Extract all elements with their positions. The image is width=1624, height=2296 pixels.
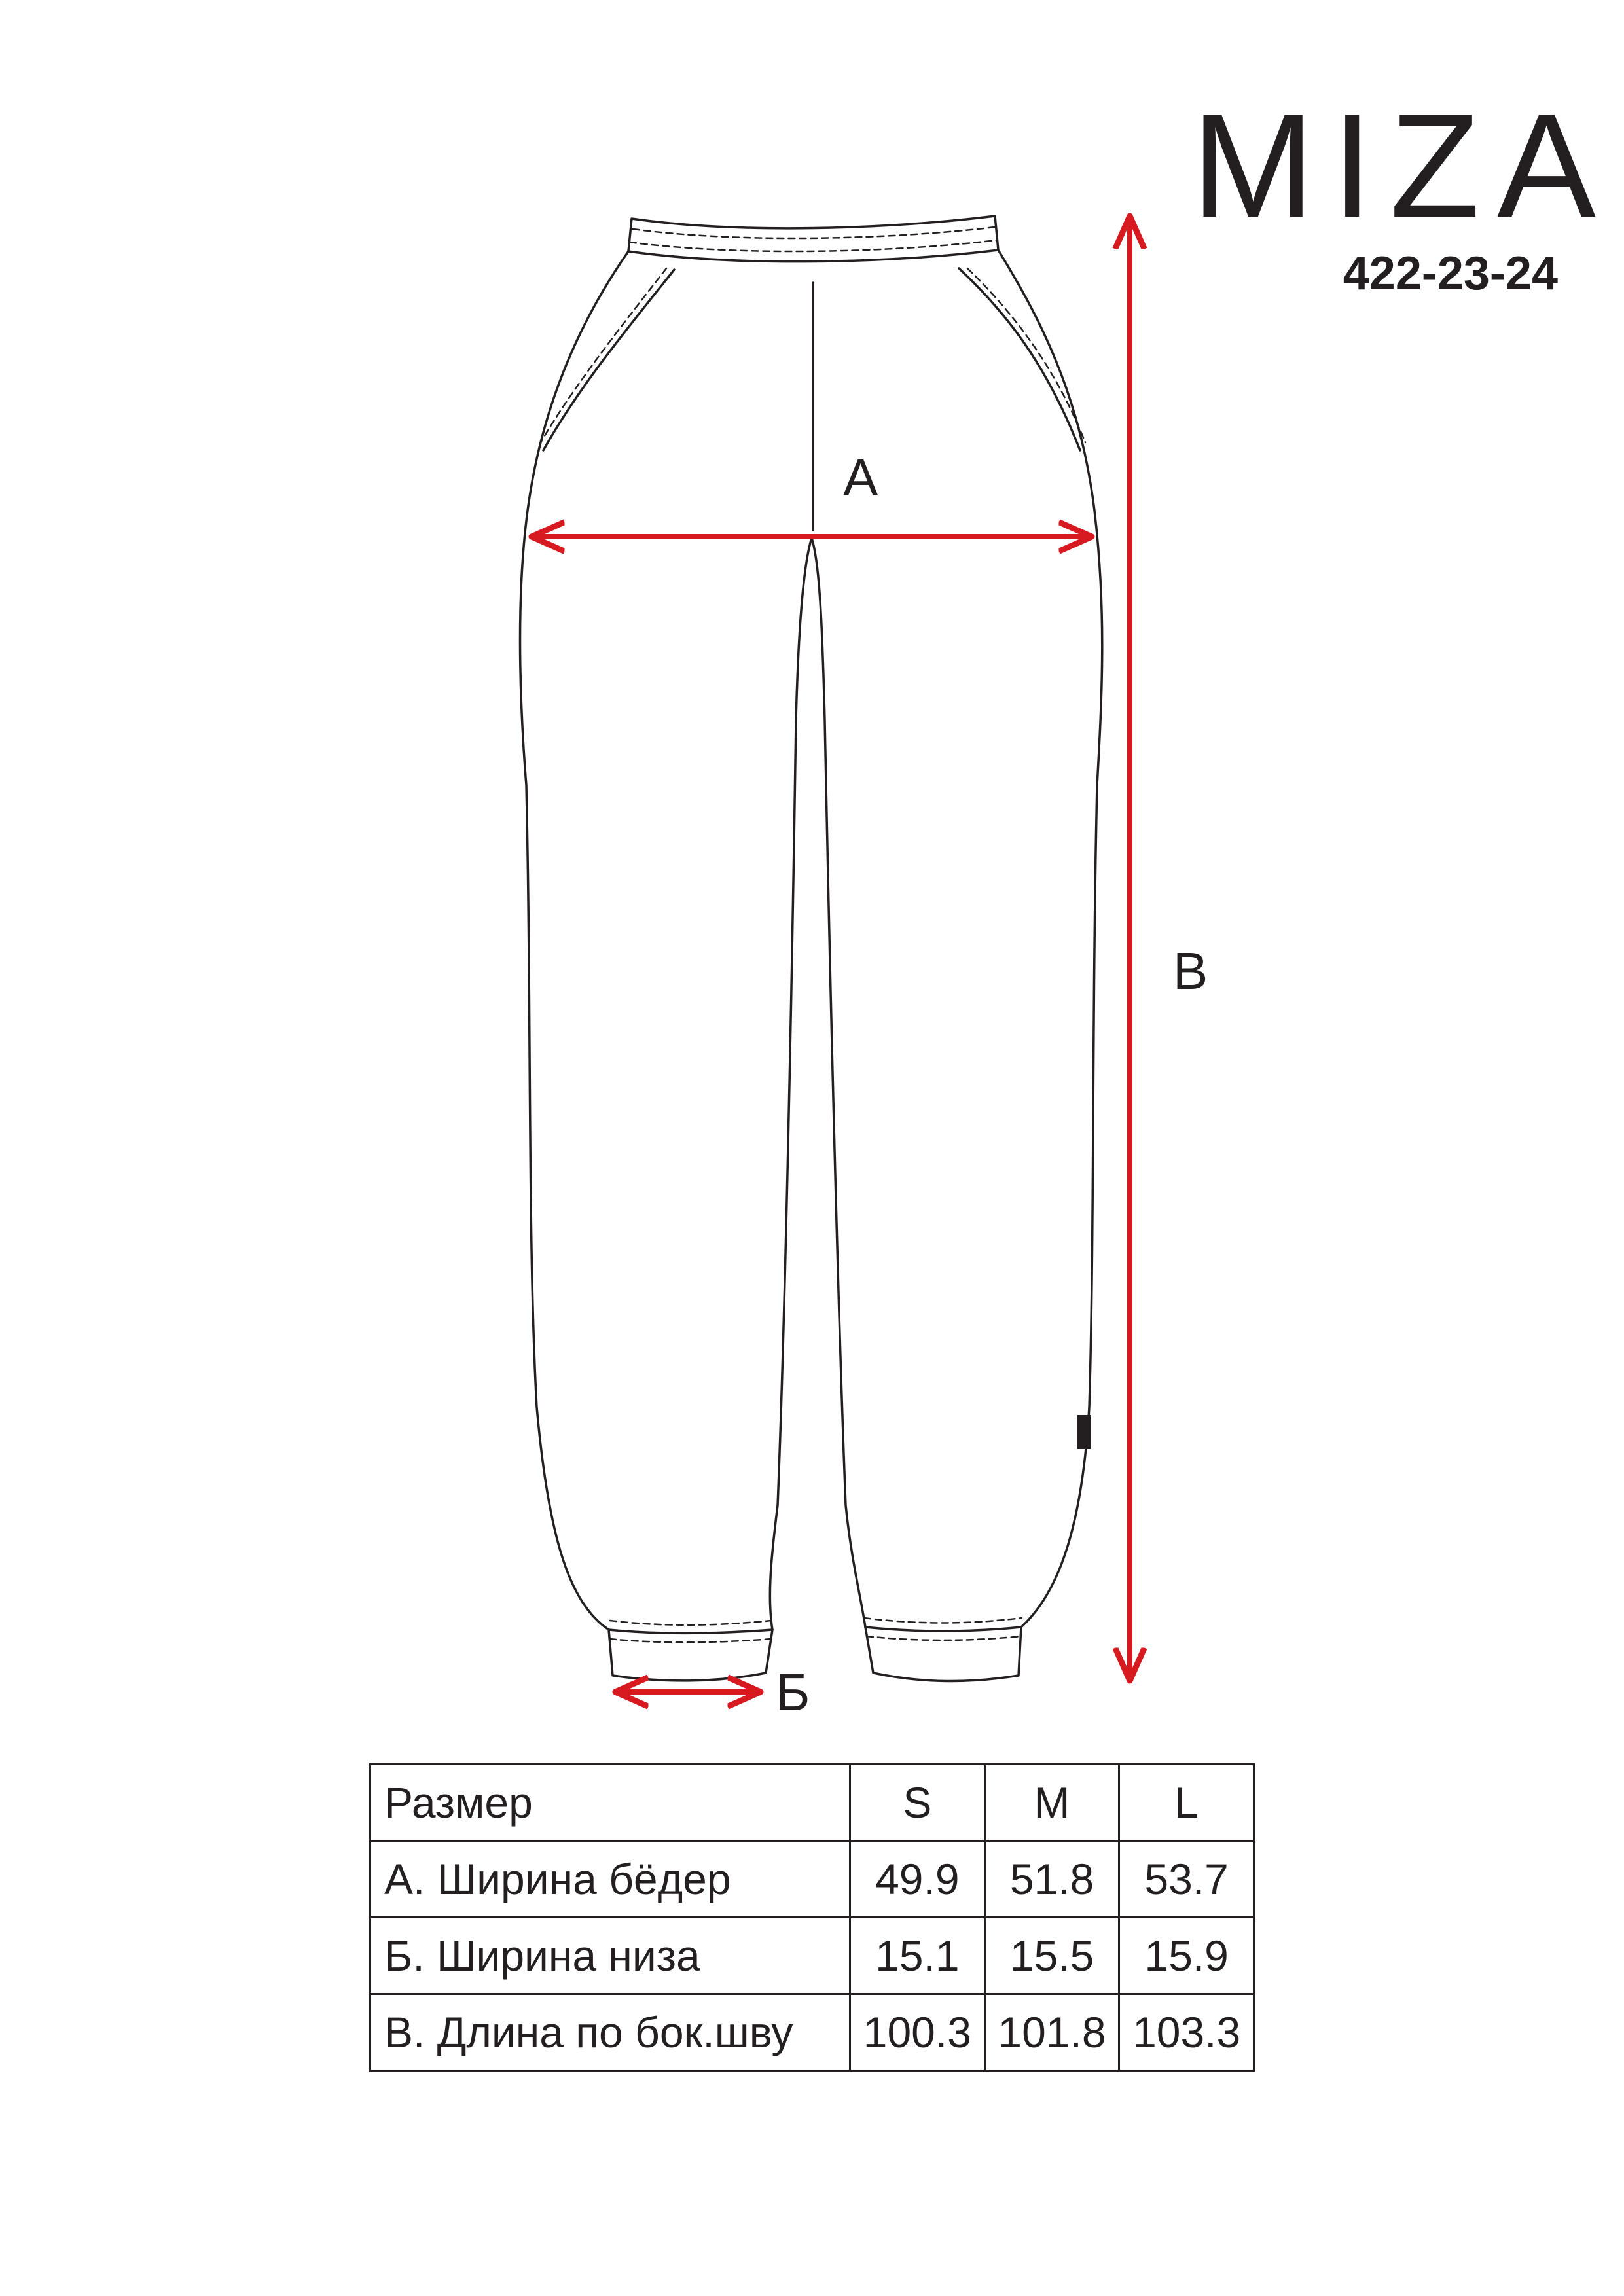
cell-value: 101.8 [984, 1994, 1119, 2071]
row-label: Б. Ширина низа [370, 1918, 850, 1994]
left-cuff [609, 1630, 772, 1681]
brand-logo: MIZA [1191, 82, 1613, 248]
cell-value: 51.8 [984, 1841, 1119, 1918]
cell-value: 49.9 [850, 1841, 985, 1918]
row-label: В. Длина по бок.шву [370, 1994, 850, 2071]
crotch-inseam [770, 538, 865, 1630]
header-l: L [1119, 1765, 1254, 1841]
table-row [370, 1841, 1254, 1918]
cell-value: 53.7 [1119, 1841, 1254, 1918]
left-outer-seam [520, 251, 629, 1630]
cell-value: 100.3 [850, 1994, 985, 2071]
right-pocket [959, 268, 1080, 450]
measure-label-v: В [1173, 942, 1208, 1000]
cell-value: 15.1 [850, 1918, 985, 1994]
right-cuff-stitch-1 [864, 1618, 1022, 1623]
right-cuff-seam [865, 1627, 1021, 1631]
table-row [370, 1994, 1254, 2071]
row-label: А. Ширина бёдер [370, 1841, 850, 1918]
measure-label-b: Б [776, 1663, 810, 1721]
article-number: 422-23-24 [1343, 247, 1558, 300]
header-m: M [984, 1765, 1119, 1841]
header-size: Размер [370, 1765, 850, 1841]
left-cuff-stitch-1 [610, 1621, 771, 1625]
right-cuff-stitch-2 [867, 1636, 1021, 1640]
table-header-row [370, 1765, 1254, 1841]
header-s: S [850, 1765, 985, 1841]
cell-value: 15.9 [1119, 1918, 1254, 1994]
right-cuff [865, 1627, 1021, 1681]
cell-value: 103.3 [1119, 1994, 1254, 2071]
table-row [370, 1918, 1254, 1994]
left-pocket-stitch [541, 268, 666, 442]
left-cuff-seam [609, 1630, 772, 1633]
cell-value: 15.5 [984, 1918, 1119, 1994]
size-chart-table [369, 1763, 1255, 2072]
measure-label-a: А [843, 448, 878, 507]
left-cuff-stitch-2 [609, 1639, 772, 1642]
pants-outline [520, 216, 1102, 1681]
waistband-stitch-bottom [630, 240, 997, 251]
brand-tag [1077, 1415, 1091, 1449]
left-pocket [543, 270, 674, 450]
